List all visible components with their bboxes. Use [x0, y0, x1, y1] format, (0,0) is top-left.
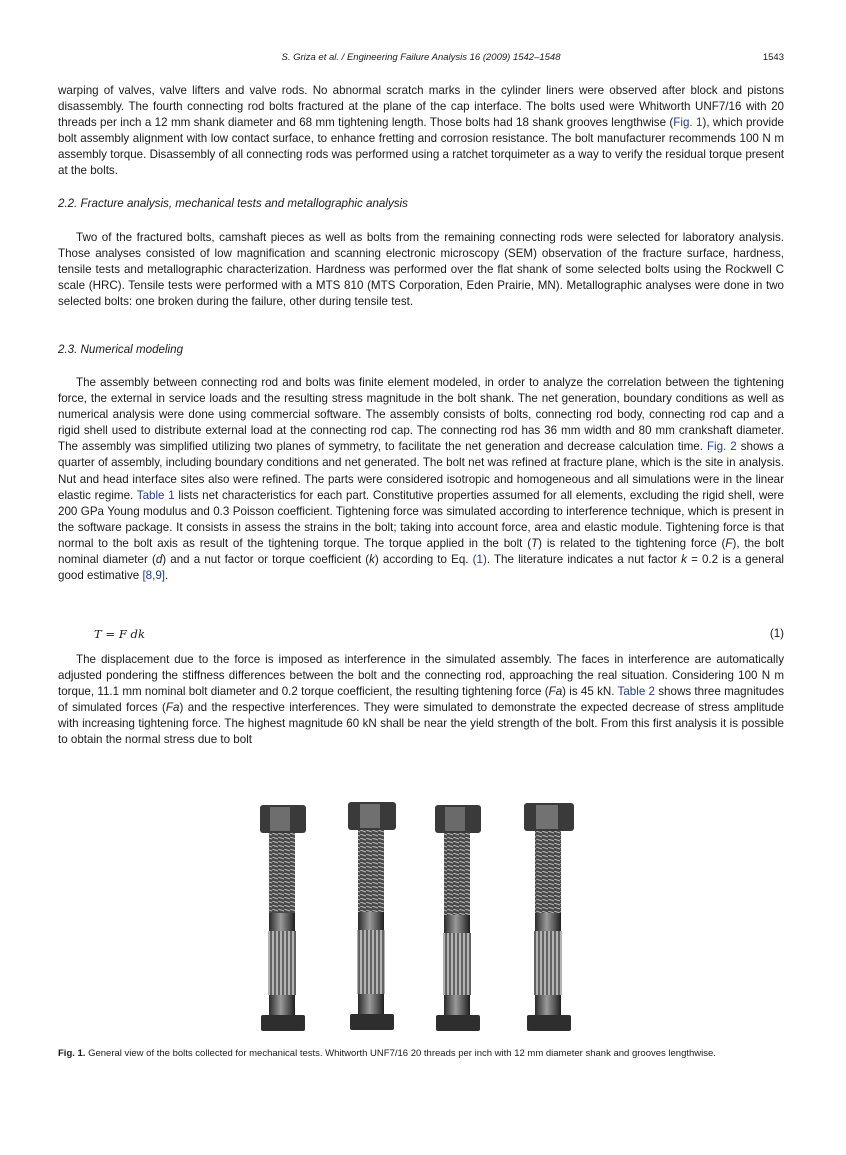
paragraph-intro	[58, 83, 784, 180]
var-force: F	[725, 536, 733, 550]
text-run: ) and a nut factor or torque coefficient (	[162, 553, 370, 567]
paragraph-numerical-modeling	[58, 375, 784, 584]
text-run: ), which provide bolt assembly alignment with low contact surface, to enhance fretting and corrosion resistance. The bolt manufacturer recommends 100 N m assembly torque. Disassembly of all connecting rods was performed using a ratchet torquimeter as a way to verify the residual torque present at the bolts.	[58, 116, 784, 178]
figure-1-bolts-photo	[252, 800, 592, 1034]
text-run: ) is related to the tightening force (	[538, 536, 726, 550]
caption-label: Fig. 1.	[58, 1048, 86, 1059]
text-run: ) is 45 kN.	[562, 685, 618, 699]
var-force-fa: Fa	[165, 701, 180, 715]
page-number: 1543	[762, 52, 784, 63]
equation-body: T = F dk	[94, 627, 145, 641]
var-nut-factor: k	[369, 553, 375, 567]
section-heading-2-2: 2.2. Fracture analysis, mechanical tests and metallographic analysis	[58, 197, 408, 210]
text-run: lists net characteristics for each part. Constitutive properties assumed for all elements, excluding the rigid shell, were 200 GPa Young modulus and 0.3 Poisson coefficient. Tightening force was simulated according to interference technique, which is present in the software package. It consists in assess the strains in the bolt; taking into account force, area and elastic module. Tightening force is that normal to the bolt axis as result of the tightening torque. The torque applied in the bolt (	[58, 488, 784, 550]
equation-number: (1)	[769, 627, 784, 640]
var-diameter: d	[155, 553, 163, 567]
text-run: = 0.2 is a general good estimative	[58, 553, 784, 583]
text-run: The displacement due to the force is imposed as interference in the simulated assembly. The faces in interference are automatically adjusted pondering the stiffness differences between the bolt and the connecting rod, approaching the real situation. Considering 100 N m torque, 11.1 mm nominal bolt diameter and 0.2 torque coefficient, the resulting tightening force (	[58, 653, 784, 699]
text-run: ) according to Eq.	[374, 553, 473, 567]
ref-8-9-link[interactable]: [8,9]	[142, 569, 165, 583]
bolts-photo	[252, 800, 592, 1034]
text-run: .	[165, 569, 169, 583]
text-run: The assembly between connecting rod and bolts was finite element modeled, in order to analyze the correlation between the tightening force, the external in service loads and the resulting stress magnitude in the bolt shank. The net generation, boundary conditions as well as numerical analysis were done using commercial software. The assembly consists of bolts, connecting rod body, connecting rod cap and a rigid shell used to distribute external load at the connecting rod cap. The connecting rod has 36 mm width and 80 mm crankshaft diameter. The assembly was simplified utilizing two planes of symmetry, to facilitate the net generation and decrease calculation time.	[58, 376, 784, 454]
journal-citation: S. Griza et al. / Engineering Failure Analysis 16 (2009) 1542–1548	[281, 52, 561, 63]
caption-text: General view of the bolts collected for mechanical tests. Whitworth UNF7/16 20 threads per inch with 12 mm diameter shank and grooves lengthwise.	[85, 1048, 716, 1059]
paragraph-fracture-analysis	[58, 230, 784, 310]
text-run: . The literature indicates a nut factor	[486, 553, 682, 567]
fig2-link[interactable]: Fig. 2	[706, 440, 737, 454]
equation-1	[58, 627, 784, 643]
running-head	[58, 52, 784, 68]
section-heading-2-3: 2.3. Numerical modeling	[58, 343, 184, 356]
table1-link[interactable]: Table 1	[136, 488, 175, 502]
var-torque: T	[531, 536, 539, 550]
figure-1-caption	[58, 1047, 784, 1060]
table2-link[interactable]: Table 2	[617, 685, 655, 699]
text-run: ) and the respective interferences. They were simulated to demonstrate the expected decrease of stress amplitude with increasing tightening force. The highest magnitude 60 kN shall be near the yield strength of the bolt. From this first analysis it is possible to obtain the normal stress due to bolt	[58, 701, 784, 747]
text-run: ), the bolt nominal diameter (	[58, 536, 784, 567]
var-force-fa: Fa	[548, 685, 563, 699]
fig1-link[interactable]: Fig. 1	[673, 116, 703, 130]
text-run: shows a quarter of assembly, including boundary conditions and net generated. The bolt net was refined at fracture plane, which is the site in analysis. Nut and head interface sites also were refined. The parts were considered isotropic and homogeneous and all simulations were in the linear elastic regime.	[58, 440, 785, 502]
var-nut-factor: k	[681, 553, 687, 567]
paragraph-displacement	[58, 652, 784, 749]
text-run: Two of the fractured bolts, camshaft pieces as well as bolts from the remaining connecting rods were selected for laboratory analysis. Those analyses consisted of low magnification and scanning electronic microscopy (SEM) observation of the fracture surface, hardness, tensile tests and metallographic characterization. Hardness was performed over the flat shank of some selected bolts using the Rockwell C scale (HRC). Tensile tests were performed with a MTS 810 (MTS Corporation, Eden Prairie, MN). Metallographic analyses were done in two selected bolts: one broken during the failure, other during tensile test.	[58, 231, 784, 309]
text-run: shows three magnitudes of simulated forces (	[58, 685, 785, 715]
text-run: warping of valves, valve lifters and valve rods. No abnormal scratch marks in the cylinder liners were observed after block and pistons disassembly. The fourth connecting rod bolts fractured at the plane of the cap interface. The bolts used were Whitworth UNF7/16 with 20 threads per inch a 12 mm shank diameter and 68 mm tightening length. Those bolts had 18 shank grooves lengthwise (	[58, 84, 784, 130]
eq1-link[interactable]: (1)	[472, 553, 487, 567]
